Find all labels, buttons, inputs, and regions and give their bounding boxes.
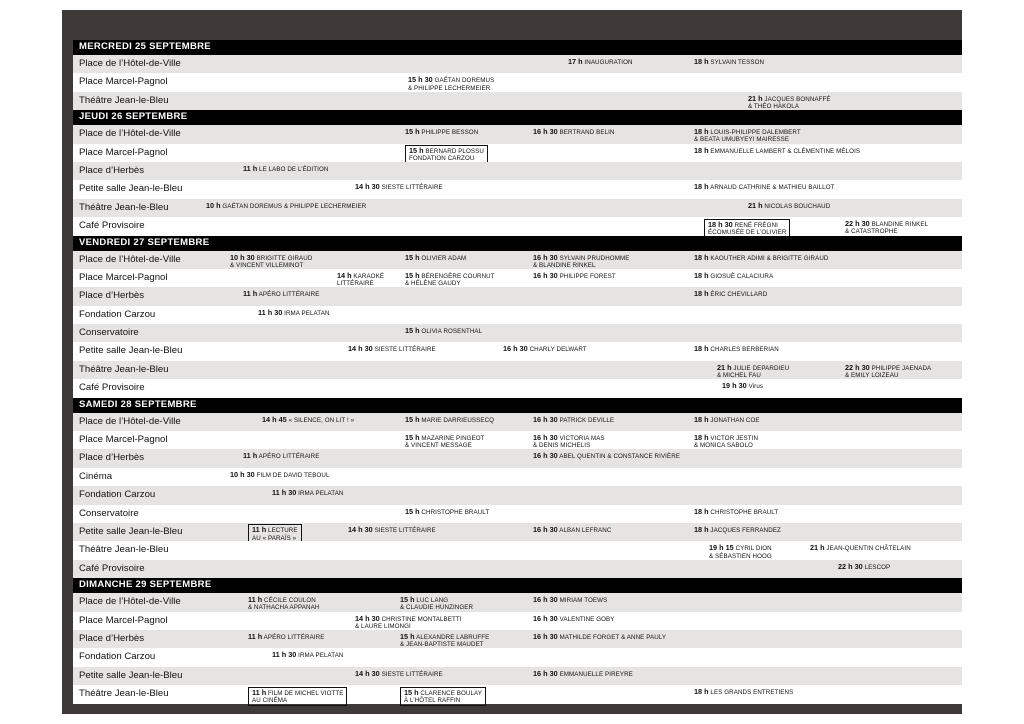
day-header: [73, 578, 962, 593]
event-time: 14 h 30: [355, 613, 380, 623]
event-name: CHARLY DELWART: [527, 346, 587, 354]
venue-label: Petite salle Jean-le-Bleu: [79, 525, 183, 537]
event-name: FILM DE DAVID TEBOUL: [254, 471, 330, 479]
venue-label: Place de l’Hôtel-de-Ville: [79, 415, 181, 427]
schedule-row: [73, 379, 962, 397]
event-name: LUC LANG & CLAUDIE HUNZINGER: [400, 597, 474, 612]
event-entry[interactable]: [272, 489, 344, 497]
event-name: VICTOR JESTIN & MONICA SABOLO: [694, 435, 759, 450]
event-time: 14 h 30: [355, 182, 380, 192]
event-entry[interactable]: [355, 670, 443, 678]
event-entry[interactable]: [845, 364, 931, 380]
schedule-row: [73, 468, 962, 486]
event-time: 11 h: [252, 687, 267, 697]
venue-label: Place de l’Hôtel-de-Ville: [79, 596, 181, 608]
schedule-row: [73, 413, 962, 431]
event-name: CÉCILE COULON & NATHACHA APPANAH: [248, 597, 320, 612]
venue-label: Place de l’Hôtel-de-Ville: [79, 58, 181, 69]
event-name: GAËTAN DOREMUS & PHILIPPE LECHERMEIER: [220, 202, 367, 210]
event-time: 16 h 30: [533, 451, 558, 461]
event-entry[interactable]: [838, 563, 890, 571]
event-time: 16 h 30: [503, 344, 528, 354]
day-label: SAMEDI 28 SEPTEMBRE: [79, 398, 197, 410]
event-time: 18 h: [694, 252, 709, 262]
event-time: 14 h 30: [355, 668, 380, 678]
event-time: 21 h: [810, 543, 825, 553]
event-time: 15 h: [409, 146, 424, 156]
schedule-row: [73, 324, 962, 342]
schedule-row: [73, 612, 962, 630]
event-name: LE LABO DE L’ÉDITION: [257, 165, 329, 173]
event-time: 17 h: [568, 57, 583, 66]
event-name: ALEXANDRE LABRUFFE & JEAN-BAPTISTE MAUDET: [400, 633, 490, 649]
schedule-row: [73, 486, 962, 504]
venue-label: Place Marcel-Pagnol: [79, 76, 168, 88]
event-time: 15 h: [405, 506, 420, 516]
event-name: ÉRIC CHEVILLARD: [708, 291, 768, 299]
event-name: PHILIPPE BESSON: [419, 129, 479, 137]
event-time: 18 h: [694, 344, 709, 354]
event-entry[interactable]: [533, 254, 629, 270]
schedule-row: [73, 199, 962, 217]
venue-label: Place Marcel-Pagnol: [79, 146, 168, 158]
day-header: [73, 110, 962, 125]
event-time: 15 h 30: [408, 75, 433, 85]
event-time: 16 h 30: [533, 631, 558, 641]
event-entry[interactable]: [405, 416, 494, 424]
venue-label: Petite salle Jean-le-Bleu: [79, 669, 183, 681]
venue-label: Conservatoire: [79, 327, 139, 339]
event-entry[interactable]: [405, 434, 485, 450]
event-time: 11 h: [243, 289, 258, 299]
event-time: 14 h: [337, 270, 352, 280]
event-name: BERNARD PLOSSU FONDATION CARZOU: [409, 148, 484, 163]
venue-label: Place d’Herbès: [79, 290, 145, 302]
event-entry[interactable]: [348, 345, 436, 353]
event-name: APÉRO LITTÉRAIRE: [257, 453, 320, 461]
event-time: 15 h: [405, 326, 420, 336]
event-entry[interactable]: [408, 76, 494, 92]
event-time: 10 h 30: [230, 469, 255, 479]
event-entry[interactable]: [694, 128, 801, 144]
venue-label: Théâtre Jean-le-Bleu: [79, 363, 169, 375]
event-entry[interactable]: [348, 526, 436, 534]
event-name: APÉRO LITTÉRAIRE: [262, 633, 325, 641]
event-entry[interactable]: [503, 345, 587, 353]
event-time: 16 h 30: [533, 252, 558, 262]
event-name: LECTURE AU « PARAÏS »: [252, 527, 298, 542]
event-entry[interactable]: [845, 220, 928, 236]
event-name: MATHILDE FORGET & ANNE PAULY: [557, 633, 667, 641]
event-entry[interactable]: [405, 508, 489, 516]
event-time: 18 h: [694, 182, 709, 192]
event-entry[interactable]: [694, 58, 764, 66]
day-header: [73, 236, 962, 251]
event-entry[interactable]: [533, 452, 680, 460]
event-entry[interactable]: [400, 596, 473, 612]
event-name: VICTORIA MAS & DENIS MICHELIS: [533, 435, 605, 450]
event-name: IRMA PELATAN: [296, 490, 344, 498]
event-entry[interactable]: [355, 615, 462, 631]
event-time: 16 h 30: [533, 127, 558, 137]
event-time: 18 h: [694, 506, 709, 516]
event-time: 16 h 30: [533, 668, 558, 678]
event-name: RENÉ FRÉGNI ÉCOMUSÉE DE L’OLIVIER: [708, 221, 787, 236]
event-entry[interactable]: [533, 434, 605, 450]
event-name: BLANDINE RINKEL & CATASTROPHE: [845, 221, 929, 236]
venue-label: Café Provisoire: [79, 562, 145, 574]
event-name: OLIVIER ADAM: [419, 254, 467, 262]
event-name: SIESTE LITTÉRAIRE: [379, 670, 443, 678]
event-time: 16 h 30: [533, 595, 558, 605]
event-entry[interactable]: [248, 633, 324, 641]
event-name: PHILIPPE JAENADA & EMILY LOIZEAU: [845, 364, 932, 380]
event-time: 11 h: [248, 595, 263, 605]
event-entry[interactable]: [230, 471, 330, 479]
venue-label: Cinéma: [79, 470, 113, 482]
event-name: MARIE DARRIEUSSECQ: [419, 416, 495, 424]
venue-label: Conservatoire: [79, 507, 139, 519]
event-name: ARNAUD CATHRINE & MATHIEU BAILLOT: [708, 184, 835, 192]
event-name: CHRISTINE MONTALBETTI & LAURE LIMONGI: [355, 615, 462, 630]
event-time: 11 h: [248, 631, 263, 641]
event-time: 18 h: [694, 270, 709, 280]
schedule-row: [73, 162, 962, 180]
schedule-row: [73, 630, 962, 648]
schedule-row: [73, 144, 962, 162]
event-name: CHARLES BERBERIAN: [708, 346, 779, 354]
event-entry[interactable]: [717, 364, 789, 380]
event-name: JONATHAN COE: [708, 416, 760, 424]
schedule-row: [73, 361, 962, 379]
schedule-row: [73, 593, 962, 611]
schedule-row: [73, 431, 962, 449]
event-time: 18 h: [694, 524, 709, 534]
event-entry[interactable]: [533, 128, 615, 136]
day-label: JEUDI 26 SEPTEMBRE: [79, 111, 188, 123]
event-entry[interactable]: [400, 633, 489, 649]
event-entry[interactable]: [533, 596, 607, 604]
day-header: [73, 398, 962, 413]
event-name: PATRICK DEVILLE: [557, 416, 615, 424]
event-time: 21 h: [748, 200, 763, 210]
event-entry[interactable]: [694, 254, 828, 262]
schedule-row: [73, 55, 962, 73]
event-entry[interactable]: [243, 290, 319, 298]
venue-label: Place Marcel-Pagnol: [79, 434, 168, 446]
event-entry[interactable]: [405, 128, 478, 136]
event-time: 11 h: [243, 163, 258, 173]
event-entry[interactable]: [694, 434, 758, 450]
event-entry[interactable]: [694, 688, 793, 696]
event-time: 15 h: [405, 433, 420, 443]
schedule-row: [73, 180, 962, 198]
event-time: 18 h: [694, 289, 709, 299]
event-entry[interactable]: [262, 416, 354, 424]
venue-label: Café Provisoire: [79, 382, 145, 394]
event-name: BÉRENGÈRE COURNUT & HÉLÈNE GAUDY: [405, 272, 495, 288]
event-entry[interactable]: [400, 687, 486, 707]
schedule-row: [73, 73, 962, 91]
event-entry[interactable]: [405, 327, 482, 335]
event-name: GIOSUÈ CALACIURA: [708, 272, 774, 280]
schedule-row: [73, 342, 962, 360]
event-time: 21 h: [748, 93, 763, 103]
schedule-row: [73, 449, 962, 467]
venue-label: Théâtre Jean-le-Bleu: [79, 94, 169, 106]
event-name: « SILENCE, ON LIT ! »: [286, 416, 355, 424]
schedule-row: [73, 269, 962, 287]
event-name: NICOLAS BOUCHAUD: [762, 202, 831, 210]
event-time: 16 h 30: [533, 613, 558, 623]
event-time: 10 h: [206, 200, 221, 210]
event-time: 14 h 30: [348, 524, 373, 534]
event-time: 11 h: [252, 525, 267, 535]
event-name: ALBAN LEFRANC: [557, 526, 612, 534]
event-entry[interactable]: [722, 382, 763, 390]
event-name: SIESTE LITTÉRAIRE: [372, 346, 436, 354]
event-name: IRMA PELATAN: [296, 652, 344, 660]
event-entry[interactable]: [230, 254, 312, 270]
event-name: CLARENCE BOULAY À L’HÔTEL RAFFIN: [404, 689, 482, 704]
schedule-row: [73, 251, 962, 269]
event-time: 22 h 30: [845, 219, 870, 229]
event-entry[interactable]: [248, 687, 347, 707]
event-entry[interactable]: [405, 272, 495, 288]
event-time: 11 h 30: [272, 650, 297, 660]
schedule-row: [73, 306, 962, 324]
event-name: BRIGITTE GIRAUD & VINCENT VILLEMINOT: [230, 254, 313, 269]
event-time: 18 h: [694, 687, 709, 697]
event-name: ABEL QUENTIN & CONSTANCE RIVIÈRE: [557, 453, 681, 461]
event-entry[interactable]: [405, 254, 466, 262]
event-entry[interactable]: [272, 651, 344, 659]
event-name: JEAN-QUENTIN CHÂTELAIN: [824, 545, 911, 553]
event-entry[interactable]: [748, 202, 830, 210]
venue-label: Place Marcel-Pagnol: [79, 271, 168, 283]
event-name: JACQUES FERRANDEZ: [708, 526, 781, 534]
event-name: IRMA PELATAN: [282, 309, 330, 317]
event-name: FILM DE MICHEL VIOTTE AU CINÉMA: [252, 689, 344, 704]
event-time: 18 h: [694, 57, 709, 66]
schedule-row: [73, 523, 962, 541]
event-time: 14 h 30: [348, 344, 373, 354]
venue-label: Petite salle Jean-le-Bleu: [79, 183, 183, 195]
event-time: 21 h: [717, 362, 732, 372]
event-name: LESCOP: [862, 563, 891, 571]
event-name: OLIVIA ROSENTHAL: [419, 328, 483, 336]
event-entry[interactable]: [568, 58, 633, 66]
event-name: APÉRO LITTÉRAIRE: [257, 291, 320, 299]
event-entry[interactable]: [694, 272, 773, 280]
event-time: 22 h 30: [845, 362, 870, 372]
event-name: EMMANUELLE LAMBERT & CLÉMENTINE MÉLOIS: [708, 147, 861, 155]
event-time: 14 h 45: [262, 414, 287, 424]
event-name: VALENTINE GOBY: [557, 615, 615, 623]
event-entry[interactable]: [533, 526, 611, 534]
event-entry[interactable]: [709, 544, 772, 560]
venue-label: Café Provisoire: [79, 220, 145, 232]
schedule-row: [73, 560, 962, 578]
event-name: JACQUES BONNAFFÉ & THÉO HAKOLA: [748, 95, 831, 111]
event-time: 19 h 15: [709, 543, 734, 553]
schedule-row: [73, 648, 962, 666]
event-time: 10 h 30: [230, 252, 255, 262]
event-entry[interactable]: [694, 290, 767, 298]
event-name: KARAOKÉ LITTÉRAIRE: [337, 272, 385, 288]
event-time: 15 h: [405, 127, 420, 137]
event-time: 16 h 30: [533, 270, 558, 280]
schedule-row: [73, 125, 962, 143]
schedule-row: [73, 667, 962, 685]
event-time: 19 h 30: [722, 381, 747, 391]
venue-label: Fondation Carzou: [79, 308, 156, 320]
day-header: [73, 40, 962, 55]
venue-label: Théâtre Jean-le-Bleu: [79, 201, 169, 213]
event-time: 22 h 30: [838, 561, 863, 571]
day-label: VENDREDI 27 SEPTEMBRE: [79, 236, 210, 248]
event-entry[interactable]: [533, 272, 616, 280]
venue-label: Fondation Carzou: [79, 489, 156, 501]
event-entry[interactable]: [694, 183, 835, 191]
event-time: 18 h: [694, 433, 709, 443]
event-time: 15 h: [405, 414, 420, 424]
event-time: 16 h 30: [533, 433, 558, 443]
schedule-row: [73, 217, 962, 235]
venue-label: Place d’Herbès: [79, 632, 145, 644]
event-name: SIESTE LITTÉRAIRE: [372, 526, 436, 534]
event-entry[interactable]: [748, 95, 831, 111]
venue-label: Place de l’Hôtel-de-Ville: [79, 253, 181, 265]
event-name: SYLVAIN PRUDHOMME & BLANDINE RINKEL: [533, 254, 630, 269]
event-entry[interactable]: [694, 508, 778, 516]
event-entry[interactable]: [355, 183, 443, 191]
day-label: MERCREDI 25 SEPTEMBRE: [79, 41, 211, 52]
event-name: MIRIAM TOEWS: [557, 597, 608, 605]
event-name: LOUIS-PHILIPPE DALEMBERT & BEATA UMUBYEYI MAIRESSE: [694, 129, 801, 144]
event-name: PHILIPPE FOREST: [557, 272, 616, 280]
event-name: KAOUTHER ADIMI & BRIGITTE GIRAUD: [708, 254, 829, 262]
schedule-row: [73, 505, 962, 523]
event-entry[interactable]: [337, 272, 384, 288]
event-name: GAËTAN DOREMUS & PHILIPPE LECHERMEIER: [408, 77, 495, 92]
event-entry[interactable]: [243, 165, 328, 173]
event-time: 11 h 30: [258, 307, 283, 317]
event-time: 15 h: [405, 252, 420, 262]
venue-label: Place de l’Hôtel-de-Ville: [79, 128, 181, 140]
event-entry[interactable]: [694, 345, 779, 353]
event-name: CHRISTOPHE BRAULT: [708, 508, 779, 516]
event-time: 15 h: [400, 631, 415, 641]
event-time: 15 h: [405, 270, 420, 280]
event-name: LES GRANDS ENTRETIENS: [708, 689, 794, 697]
event-time: 15 h: [400, 595, 415, 605]
event-name: SIESTE LITTÉRAIRE: [379, 184, 443, 192]
venue-label: Petite salle Jean-le-Bleu: [79, 345, 183, 357]
event-entry[interactable]: [206, 202, 366, 210]
event-entry[interactable]: [694, 416, 760, 424]
event-time: 18 h: [694, 127, 709, 137]
venue-label: Place d’Herbès: [79, 164, 145, 176]
venue-label: Fondation Carzou: [79, 651, 156, 663]
event-time: 15 h: [404, 687, 419, 697]
venue-label: Place d’Herbès: [79, 452, 145, 464]
event-name: SYLVAIN TESSON: [708, 59, 765, 66]
event-name: EMMANUELLE PIREYRE: [557, 670, 633, 678]
event-time: 11 h: [243, 451, 258, 461]
event-name: MAZARINE PINGEOT & VINCENT MESSAGE: [405, 435, 485, 450]
event-entry[interactable]: [694, 147, 860, 155]
event-name: BERTRAND BELIN: [557, 129, 615, 137]
event-entry[interactable]: [810, 544, 911, 552]
venue-label: Théâtre Jean-le-Bleu: [79, 688, 169, 700]
event-time: 16 h 30: [533, 524, 558, 534]
event-time: 11 h 30: [272, 488, 297, 498]
event-time: 16 h 30: [533, 414, 558, 424]
event-time: 18 h: [694, 414, 709, 424]
event-entry[interactable]: [258, 309, 330, 317]
venue-label: Place Marcel-Pagnol: [79, 614, 168, 626]
event-name: CHRISTOPHE BRAULT: [419, 508, 490, 516]
schedule-grid: [73, 40, 962, 704]
event-name: JULIE DEPARDIEU & MICHEL FAU: [717, 364, 790, 380]
event-entry[interactable]: [248, 596, 319, 612]
event-time: 18 h 30: [708, 219, 733, 229]
event-entry[interactable]: [533, 670, 633, 678]
event-time: 18 h: [694, 145, 709, 155]
event-name: INAUGURATION: [582, 59, 633, 66]
schedule-row: [73, 92, 962, 110]
event-name: Virus: [746, 383, 764, 391]
schedule-row: [73, 541, 962, 559]
schedule-row: [73, 287, 962, 305]
event-entry[interactable]: [533, 615, 615, 623]
event-name: CYRIL DION & SÉBASTIEN HOOG: [709, 545, 772, 560]
day-label: DIMANCHE 29 SEPTEMBRE: [79, 579, 212, 591]
venue-label: Théâtre Jean-le-Bleu: [79, 544, 169, 556]
event-entry[interactable]: [694, 526, 781, 534]
schedule-row: [73, 685, 962, 703]
event-entry[interactable]: [243, 452, 319, 460]
event-entry[interactable]: [533, 416, 614, 424]
event-entry[interactable]: [533, 633, 666, 641]
